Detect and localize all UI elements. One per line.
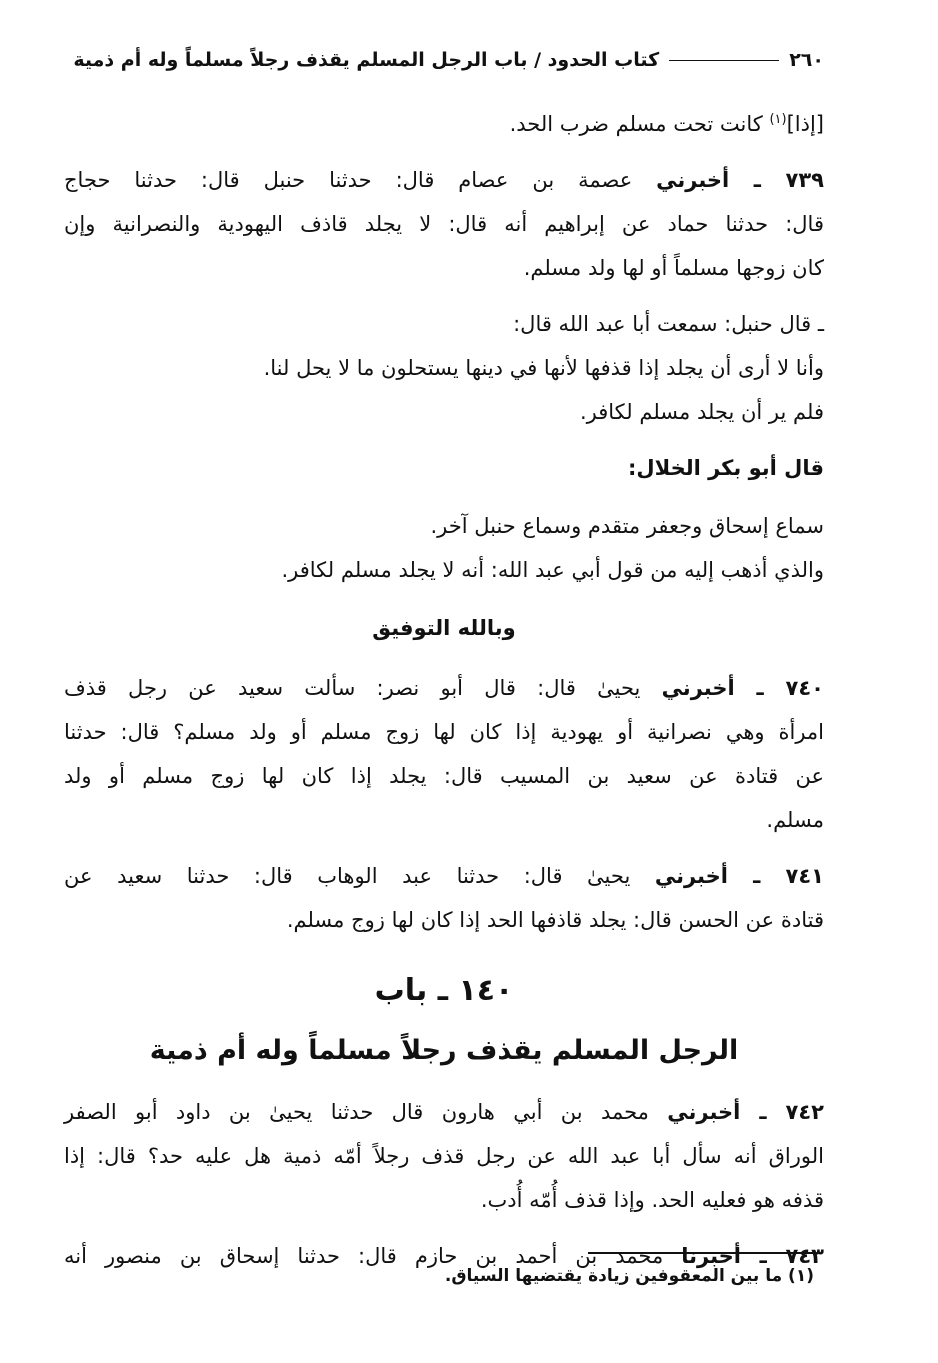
book-page (64, 40, 824, 1290)
text-line: وأنا لا أرى أن يجلد إذا قذفها لأنها في دينها يستحلون ما لا يحل لنا. (263, 356, 824, 380)
text-line: والذي أذهب إليه من قول أبي عبد الله: أنه لا يجلد مسلم لكافر. (281, 558, 824, 582)
footnote-rule (588, 1252, 814, 1254)
paragraph-continuation (64, 98, 824, 146)
text-line: عن قتادة عن سعيد بن المسيب قال: يجلد إذا كان لها زوج مسلم أو ولد (64, 764, 824, 788)
paragraph-742 (64, 1090, 824, 1222)
chapter-title: الرجل المسلم يقذف رجلاً مسلماً وله أم ذمية (149, 1035, 739, 1066)
paragraph-khallal (64, 504, 824, 592)
bracket-word: [إذا] (786, 112, 824, 136)
narration-number: ٧٤١ ـ أخبرني (654, 864, 824, 888)
text-line (64, 854, 824, 898)
running-title: كتاب الحدود / باب الرجل المسلم يقذف رجلاً مسلماً وله أم ذمية (73, 49, 660, 71)
khallal-heading: قال أبو بكر الخلال: (628, 456, 824, 480)
text-line: امرأة وهي نصرانية أو يهودية إذا كان لها زوج مسلم أو ولد مسلم؟ قال: حدثنا (64, 720, 824, 744)
footnote: (١) ما بين المعقوفين زيادة يقتضيها السياق. (444, 1266, 814, 1286)
text-line (64, 98, 824, 146)
paragraph-hanbal (64, 302, 824, 434)
text-fragment: عصمة بن عصام قال: حدثنا حنبل قال: حدثنا حجاج (64, 168, 657, 192)
text-fragment: يحيىٰ قال: حدثنا عبد الوهاب قال: حدثنا سعيد عن (64, 864, 655, 888)
text-line: سماع إسحاق وجعفر متقدم وسماع حنبل آخر. (430, 514, 824, 538)
text-line: ـ قال حنبل: سمعت أبا عبد الله قال: (513, 312, 824, 336)
header-rule (669, 60, 779, 61)
text-fragment: يحيىٰ قال: قال أبو نصر: سألت سعيد عن رجل قذف (64, 676, 662, 700)
text-line: قذفه هو فعليه الحد. وإذا قذف أُمّه أُدب. (480, 1188, 824, 1212)
narration-number: ٧٤٢ ـ أخبرني (667, 1100, 824, 1124)
narration-number: ٧٤٣ ـ أخبرنا (681, 1244, 824, 1268)
text-line (64, 666, 824, 710)
narration-number: ٧٣٩ ـ أخبرني (656, 168, 824, 192)
page-number: ٢٦٠ (789, 49, 824, 71)
text-line (64, 158, 824, 202)
text-line: الوراق أنه سأل أبا عبد الله عن رجل قذف رجلاً أمّه ذمية هل عليه حد؟ قال: إذا (64, 1144, 824, 1168)
text-line: فلم ير أن يجلد مسلم لكافر. (579, 400, 824, 424)
text-fragment: محمد بن أحمد بن حازم قال: حدثنا إسحاق بن منصور أنه (64, 1244, 682, 1268)
text-fragment: محمد بن أبي هارون قال حدثنا يحيىٰ بن داود أبو الصفر (64, 1100, 668, 1124)
tawfiq-line: وبالله التوفيق (372, 616, 516, 640)
text-fragment: كانت تحت مسلم ضرب الحد. (509, 112, 770, 136)
page-body (64, 98, 824, 1278)
text-line: قال: حدثنا حماد عن إبراهيم أنه قال: لا يجلد قاذف اليهودية والنصرانية وإن (64, 212, 824, 236)
text-line (64, 1090, 824, 1134)
paragraph-740 (64, 666, 824, 842)
paragraph-739 (64, 158, 824, 290)
chapter-number: ١٤٠ ـ باب (374, 973, 514, 1008)
footnote-marker: (١) (769, 112, 787, 127)
running-header (64, 40, 824, 80)
text-line: قتادة عن الحسن قال: يجلد قاذفها الحد إذا كان لها زوج مسلم. (286, 908, 824, 932)
paragraph-741 (64, 854, 824, 942)
text-line: مسلم. (766, 808, 824, 832)
text-line: كان زوجها مسلماً أو لها ولد مسلم. (523, 256, 824, 280)
narration-number: ٧٤٠ ـ أخبرني (661, 676, 824, 700)
